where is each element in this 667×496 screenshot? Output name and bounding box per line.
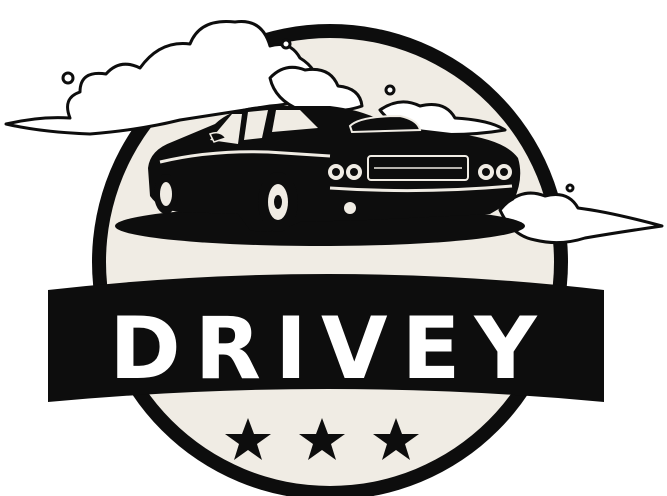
wordmark-banner [48, 274, 604, 402]
car-wheel-rear [154, 174, 178, 214]
car-wheel-front [258, 172, 298, 232]
brand-wordmark: DRIVEY [109, 299, 551, 399]
